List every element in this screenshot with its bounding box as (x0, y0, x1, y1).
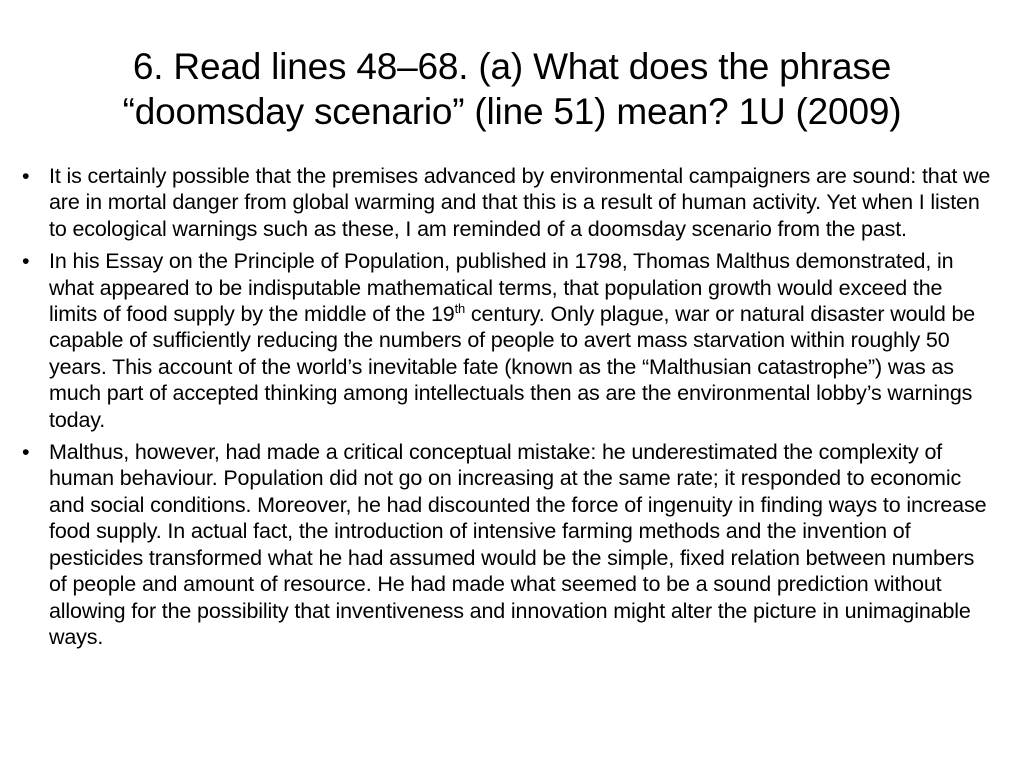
slide-title-line-1: 6. Read lines 48–68. (a) What does the phrase (132, 46, 892, 87)
bullet-icon: • (22, 440, 30, 465)
bullet-item-1 (20, 163, 996, 242)
ordinal-suffix: th (454, 301, 466, 317)
bullet-text-2 (49, 249, 975, 431)
slide-title-line-2: “doomsday scenario” (line 51) mean? 1U (2009) (122, 91, 902, 132)
bullet-text-2-part-2: century. Only plague, war or natural disaster would be capable of sufficiently reducing the numbers of people to avert mass starvation within roughly 50 years. This account of the world’s inevitable fate (known as the “Malthusian catastrophe”) was as much part of accepted thinking among intellectuals then as are the environmental lobby’s warnings today. (49, 302, 976, 432)
bullet-icon: • (22, 249, 30, 274)
bullet-text-1: It is certainly possible that the premises advanced by environmental campaigners are sound: that we are in mortal danger from global warming and that this is a result of human activity. Yet when I listen to ecological warnings such as these, I am reminded of a doomsday scenario from the past. (49, 164, 991, 241)
bullet-icon: • (22, 164, 30, 188)
bullet-text-2-part-1: In his Essay on the Principle of Population, published in 1798, Thomas Malthus demonstrated, in what appeared to be indisputable mathematical terms, that population growth would exceed the limits of food supply by the middle of the 19 (49, 249, 954, 327)
slide-title (40, 44, 984, 134)
bullet-item-2 (20, 248, 996, 433)
bullet-list (20, 163, 996, 656)
bullet-text-3: Malthus, however, had made a critical conceptual mistake: he underestimated the complexity of human behaviour. Population did not go on increasing at the same rate; it responded to economic and social conditions. Moreover, he had discounted the force of ingenuity in finding ways to increase food supply. In actual fact, the introduction of intensive farming methods and the invention of pesticides transformed what he had assumed would be the simple, fixed relation between numbers of people and amount of resource. He had made what seemed to be a sound prediction without allowing for the possibility that inventiveness and innovation might alter the picture in unimaginable ways. (49, 440, 987, 649)
bullet-item-3 (20, 439, 996, 650)
